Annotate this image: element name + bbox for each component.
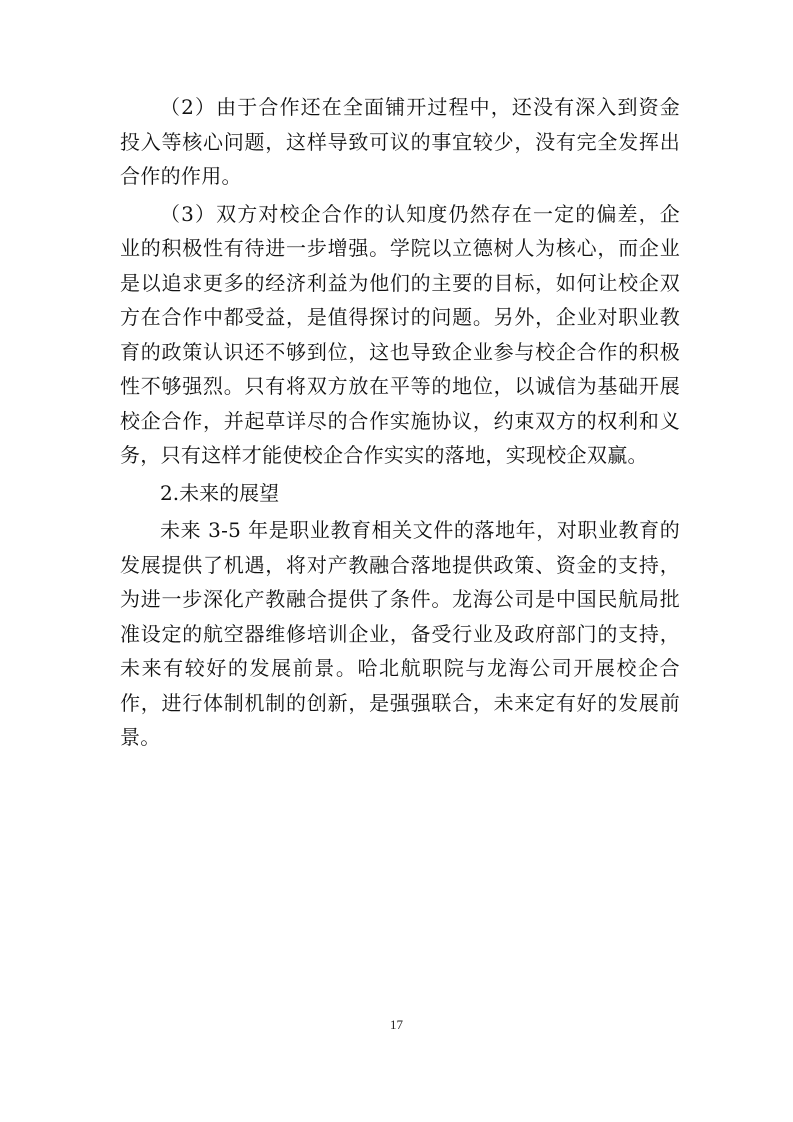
section-heading: 2.未来的展望 xyxy=(160,480,280,505)
paragraph-point-2: （2）由于合作还在全面铺开过程中，还没有深入到资金投入等核心问题，这样导致可议的事宜较少，没有完全发挥出合作的作用。 xyxy=(120,95,680,188)
page-number: 17 xyxy=(390,1017,403,1032)
paragraph-point-3: （3）双方对校企合作的认知度仍然存在一定的偏差，企业的积极性有待进一步增强。学院以立德树人为核心，而企业是以追求更多的经济利益为他们的主要的目标，如何让校企双方在合作中都受益，是值得探讨的问题。另外，企业对职业教育的政策认识还不够到位，这也导致企业参与校企合作的积极性不够强烈。只有将双方放在平等的地位，以诚信为基础开展校企合作，并起草详尽的合作实施协议，约束双方的权利和义务，只有这样才能使校企合作实实的落地，实现校企双赢。 xyxy=(120,201,680,467)
document-body xyxy=(120,90,680,755)
paragraph-future-outlook: 未来 3-5 年是职业教育相关文件的落地年，对职业教育的发展提供了机遇，将对产教融合落地提供政策、资金的支持，为进一步深化产教融合提供了条件。龙海公司是中国民航局批准设定的航空器维修培训企业，备受行业及政府部门的支持，未来有较好的发展前景。哈北航职院与龙海公司开展校企合作，进行体制机制的创新，是强强联合，未来定有好的发展前景。 xyxy=(120,518,680,749)
